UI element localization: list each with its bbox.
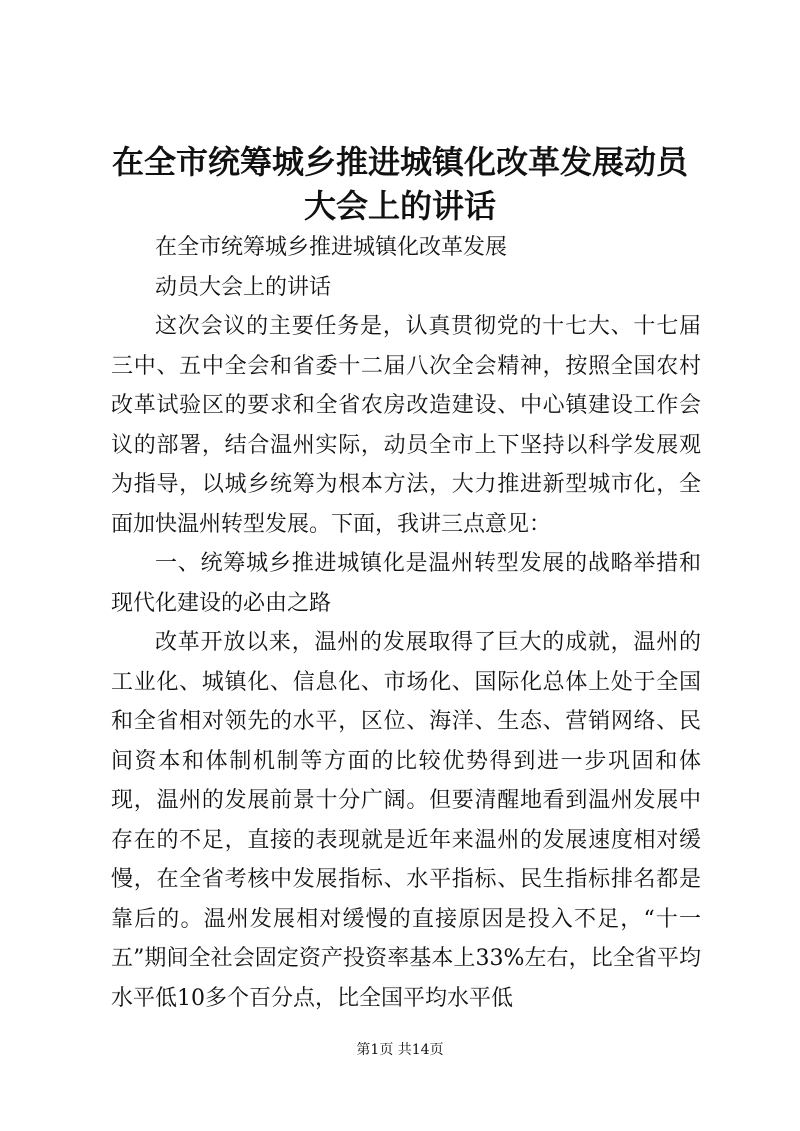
intro-paragraph: 这次会议的主要任务是，认真贯彻党的十七大、十七届三中、五中全会和省委十二届八次全会精神，按照全国农村改革试验区的要求和全省农房改造建设、中心镇建设工作会议的部署，结合温州实际，动员全市上下坚持以科学发展观为指导，以城乡统筹为根本方法，大力推进新型城市化，全面加快温州转型发展。下面，我讲三点意见： <box>111 314 701 537</box>
section-heading-1: 一、统筹城乡推进城镇化是温州转型发展的战略举措和现代化建设的必由之路 <box>111 551 701 616</box>
subtitle-line-1: 在全市统筹城乡推进城镇化改革发展 <box>155 235 508 260</box>
body-paragraph: 改革开放以来，温州的发展取得了巨大的成就，温州的工业化、城镇化、信息化、市场化、国际化总体上处于全国和全省相对领先的水平，区位、海洋、生态、营销网络、民间资本和体制机制等方面的比较优势得到进一步巩固和体现，温州的发展前景十分广阔。但要清醒地看到温州发展中存在的不足，直接的表现就是近年来温州的发展速度相对缓慢，在全省考核中发展指标、水平指标、民生指标排名都是靠后的。温州发展相对缓慢的直接原因是投入不足，“十一五”期间全社会固定资产投资率基本上33%左右，比全省平均水平低10多个百分点，比全国平均水平低 <box>111 630 701 1011</box>
document-body <box>111 228 701 1018</box>
document-title: 在全市统筹城乡推进城镇化改革发展动员大会上的讲话 <box>111 143 688 225</box>
subtitle-line-2: 动员大会上的讲话 <box>155 274 332 300</box>
page-footer: 第1页 共14页 <box>356 1042 444 1058</box>
